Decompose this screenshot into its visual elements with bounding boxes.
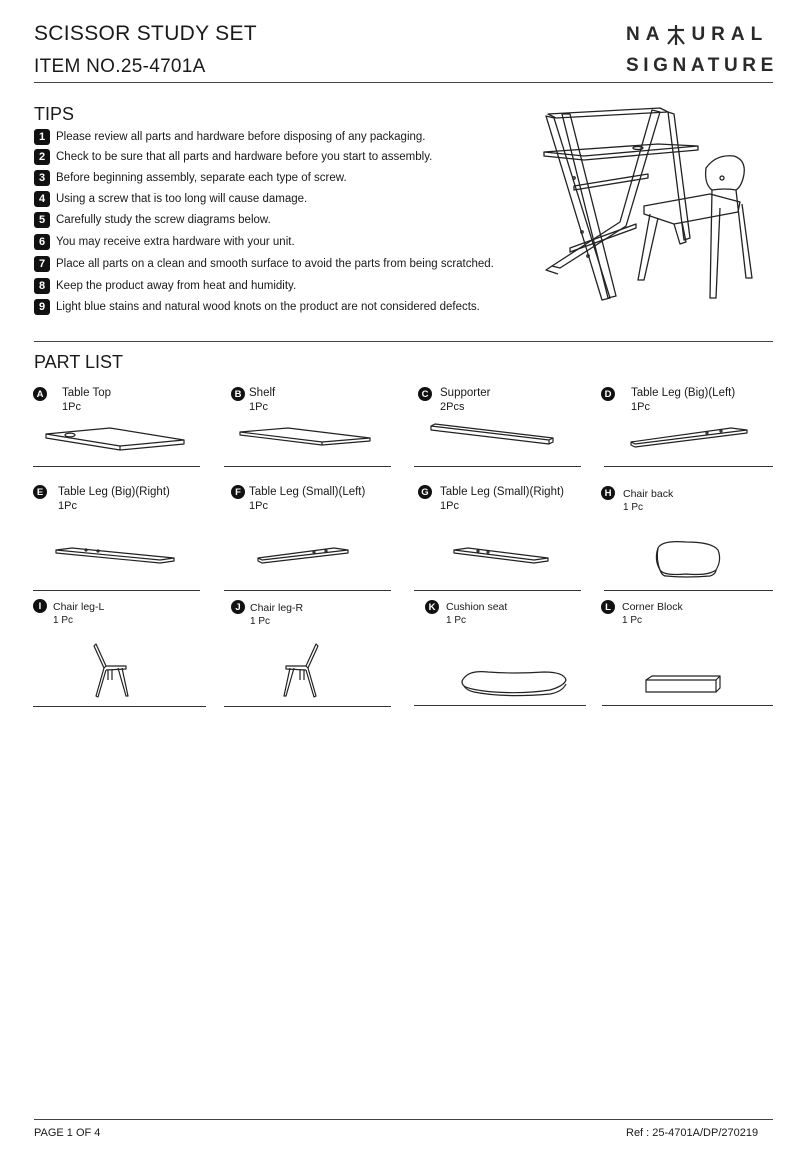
part-qty-b: 1Pc: [249, 401, 268, 413]
part-divider: [604, 466, 773, 467]
part-qty-l: 1 Pc: [622, 615, 643, 626]
desk-chair-illustration: [540, 108, 770, 308]
tip-text: Using a screw that is too long will cause damage.: [56, 193, 308, 205]
part-name-c: Supporter: [440, 387, 491, 399]
tip-item: [34, 298, 480, 316]
part-badge-d: D: [601, 387, 615, 401]
tip-item: [34, 148, 432, 166]
part-badge-b: B: [231, 387, 245, 401]
part-divider: [33, 706, 206, 707]
part-badge-h: H: [601, 486, 615, 500]
tip-number-badge: 1: [34, 129, 50, 145]
shelf-drawing: [232, 420, 382, 450]
part-qty-a: 1Pc: [62, 401, 81, 413]
part-name-i: Chair leg-L: [53, 601, 105, 613]
tip-number-badge: 4: [34, 191, 50, 207]
part-qty-f: 1Pc: [249, 500, 268, 512]
tip-item: [34, 190, 307, 208]
item-number: ITEM NO.25-4701A: [34, 56, 206, 77]
chair-leg-l-drawing: [86, 642, 136, 700]
part-divider: [33, 466, 200, 467]
reference-number: Ref : 25-4701A/DP/270219: [626, 1127, 759, 1139]
tip-text: Check to be sure that all parts and hardware before you start to assembly.: [56, 151, 433, 163]
part-name-d: Table Leg (Big)(Left): [631, 387, 736, 399]
part-divider: [414, 705, 586, 706]
tip-item: [34, 128, 426, 146]
part-name-h: Chair back: [623, 488, 674, 500]
part-badge-g: G: [418, 485, 432, 499]
table-leg-small-left-drawing: [252, 540, 362, 570]
document-title: SCISSOR STUDY SET: [34, 22, 257, 45]
part-list-title: PART LIST: [34, 352, 124, 372]
part-qty-c: 2Pcs: [440, 401, 465, 413]
part-badge-a: A: [33, 387, 47, 401]
part-name-l: Corner Block: [622, 601, 683, 613]
part-divider: [224, 590, 391, 591]
tips-divider: [34, 341, 773, 342]
part-name-k: Cushion seat: [446, 601, 508, 613]
tip-item: [34, 169, 347, 187]
part-divider: [414, 466, 581, 467]
supporter-drawing: [425, 420, 575, 454]
part-name-e: Table Leg (Big)(Right): [58, 486, 170, 498]
part-badge-c: C: [418, 387, 432, 401]
brand-logo-line2: SIGNATURE: [626, 55, 778, 76]
cushion-seat-drawing: [454, 664, 574, 700]
page-number: PAGE 1 OF 4: [34, 1127, 101, 1139]
part-name-b: Shelf: [249, 387, 276, 399]
tip-number-badge: 9: [34, 299, 50, 315]
part-divider: [414, 590, 581, 591]
part-badge-j: J: [231, 600, 245, 614]
brand-logo: [626, 24, 768, 46]
part-divider: [33, 590, 200, 591]
part-qty-d: 1Pc: [631, 401, 650, 413]
brand-star-icon: [665, 24, 687, 46]
tip-number-badge: 5: [34, 212, 50, 228]
tip-number-badge: 3: [34, 170, 50, 186]
header-divider: [34, 82, 773, 83]
tip-item: [34, 255, 494, 273]
part-qty-e: 1Pc: [58, 500, 77, 512]
part-qty-j: 1 Pc: [250, 616, 271, 627]
part-qty-k: 1 Pc: [446, 615, 467, 626]
tip-item: [34, 233, 295, 251]
tip-item: [34, 277, 296, 295]
part-name-f: Table Leg (Small)(Left): [249, 486, 366, 498]
brand-logo-part2: URAL: [691, 24, 769, 45]
part-badge-f: F: [231, 485, 245, 499]
corner-block-drawing: [640, 670, 724, 698]
part-badge-i: I: [33, 599, 47, 613]
tip-text: Light blue stains and natural wood knots on the product are not considered defects.: [56, 301, 480, 313]
part-name-a: Table Top: [62, 387, 112, 399]
tip-text: You may receive extra hardware with your unit.: [56, 236, 295, 248]
tip-number-badge: 8: [34, 278, 50, 294]
part-divider: [224, 466, 391, 467]
part-divider: [604, 590, 773, 591]
tip-text: Place all parts on a clean and smooth surface to avoid the parts from being scratched.: [56, 258, 494, 270]
table-leg-big-left-drawing: [625, 420, 755, 450]
table-leg-big-right-drawing: [50, 540, 180, 570]
part-qty-h: 1 Pc: [623, 502, 644, 513]
chair-back-drawing: [650, 536, 730, 582]
tip-text: Please review all parts and hardware before disposing of any packaging.: [56, 131, 426, 143]
table-top-drawing: [40, 420, 190, 450]
part-divider: [224, 706, 391, 707]
tip-number-badge: 2: [34, 149, 50, 165]
tip-number-badge: 6: [34, 234, 50, 250]
part-badge-k: K: [425, 600, 439, 614]
table-leg-small-right-drawing: [448, 540, 558, 570]
tips-title: TIPS: [34, 104, 75, 124]
tip-item: [34, 211, 271, 229]
part-qty-i: 1 Pc: [53, 615, 74, 626]
part-qty-g: 1Pc: [440, 500, 459, 512]
tip-text: Before beginning assembly, separate each type of screw.: [56, 172, 347, 184]
part-badge-e: E: [33, 485, 47, 499]
part-divider: [602, 705, 773, 706]
tip-number-badge: 7: [34, 256, 50, 272]
part-name-j: Chair leg-R: [250, 602, 304, 614]
chair-leg-r-drawing: [276, 642, 326, 700]
part-name-g: Table Leg (Small)(Right): [440, 486, 564, 498]
brand-logo-part1: NA: [626, 24, 666, 45]
tip-text: Carefully study the screw diagrams below.: [56, 214, 271, 226]
tip-text: Keep the product away from heat and humidity.: [56, 280, 297, 292]
footer-divider: [34, 1119, 773, 1120]
part-badge-l: L: [601, 600, 615, 614]
